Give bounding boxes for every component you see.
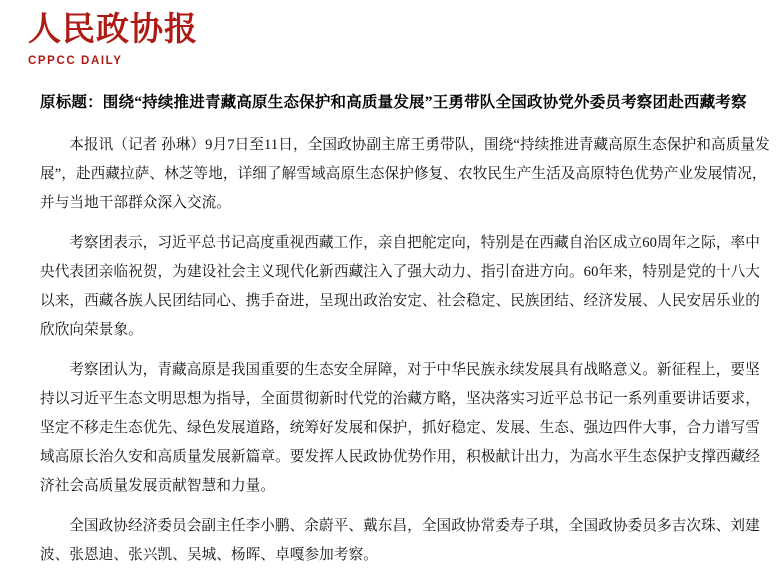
article-paragraph: 本报讯（记者 孙琳）9月7日至11日，全国政协副主席王勇带队，围绕“持续推进青藏高原生态保护和高质量发展”，赴西藏拉萨、林芝等地，详细了解雪域高原生态保护修复、农牧民生产生活及高原特色优势产业发展情况，并与当地干部群众深入交流。 — [40, 136, 770, 211]
newspaper-title: 人民政协报 — [28, 12, 198, 48]
article-paragraph: 全国政协经济委员会副主任李小鹏、余蔚平、戴东昌，全国政协常委寿子琪，全国政协委员多吉次珠、刘建波、张恩迪、张兴凯、吴城、杨晖、卓嘎参加考察。 — [40, 517, 760, 563]
article-paragraph: 考察团认为，青藏高原是我国重要的生态安全屏障，对于中华民族永续发展具有战略意义。新征程上，要坚持以习近平生态文明思想为指导，全面贯彻新时代党的治藏方略，坚决落实习近平总书记一系列重要讲话要求，坚定不移走生态优先、绿色发展道路，统筹好发展和保护，抓好稳定、发展、生态、强边四件大事，合力谱写雪域高原长治久安和高质量发展新篇章。要发挥人民政协优势作用，积极献计出力，为高水平生态保护支撑西藏经济社会高质量发展贡献智慧和力量。 — [40, 361, 760, 494]
article-headline: 原标题：围绕“持续推进青藏高原生态保护和高质量发展”王勇带队全国政协党外委员考察团赴西藏考察 — [40, 94, 747, 112]
article-body — [0, 91, 778, 569]
masthead — [0, 0, 778, 67]
newspaper-subtitle: CPPCC DAILY — [28, 55, 123, 68]
article-paragraph: 考察团表示，习近平总书记高度重视西藏工作，亲自把舵定向，特别是在西藏自治区成立60周年之际，率中央代表团亲临祝贺，为建设社会主义现代化新西藏注入了强大动力、指引奋进方向。60年来，特别是党的十八大以来，西藏各族人民团结同心、携手奋进，呈现出政治安定、社会稳定、民族团结、经济发展、人民安居乐业的欣欣向荣景象。 — [40, 234, 761, 338]
